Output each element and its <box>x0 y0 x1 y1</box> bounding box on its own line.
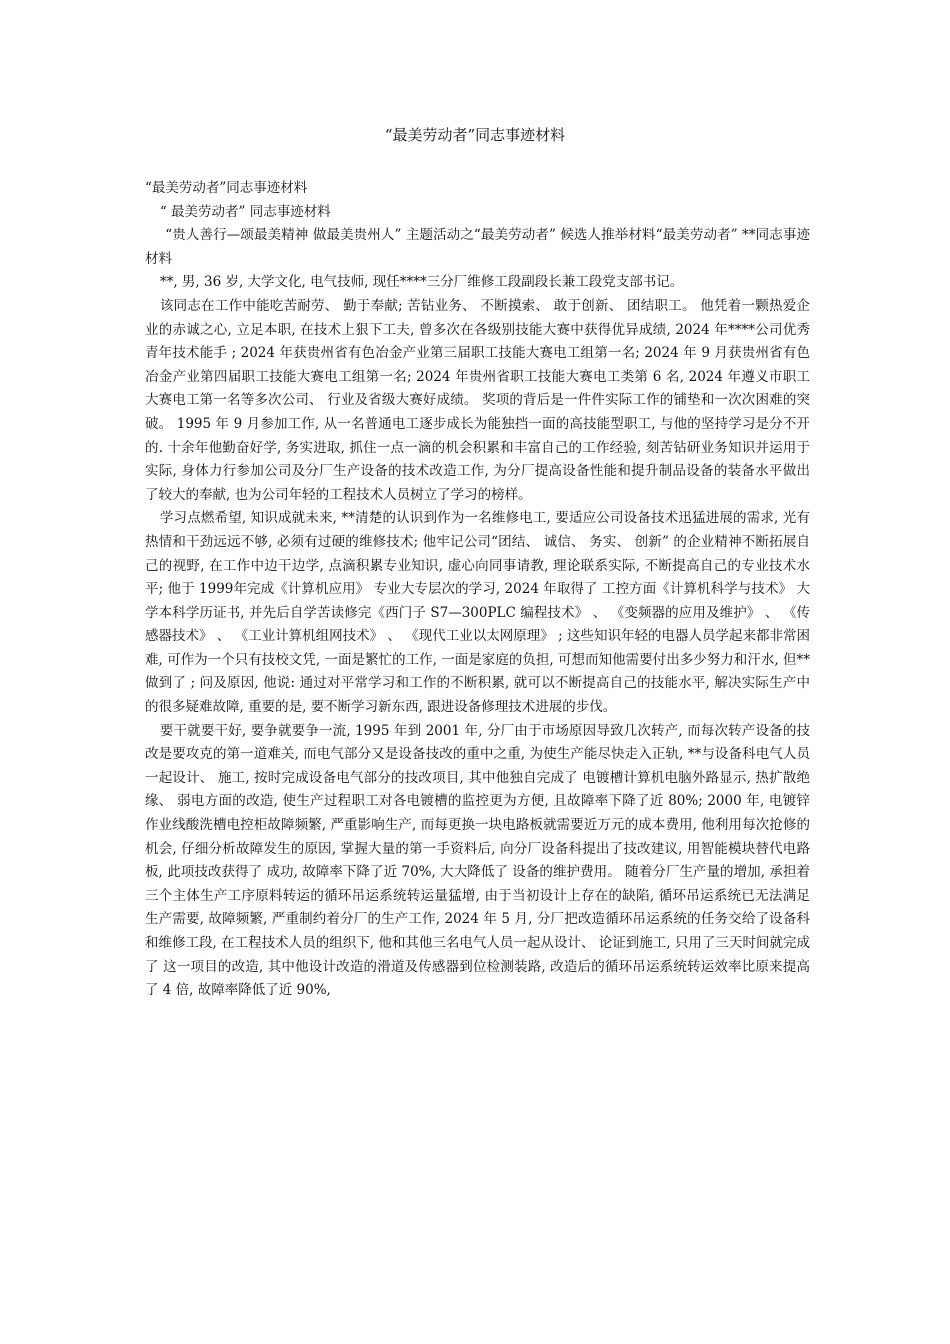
body-paragraph-subheading: “ 最美劳动者” 同志事迹材料 <box>159 203 331 220</box>
body-paragraph-profile: **, 男, 36 岁, 大学文化, 电气技师, 现任****三分厂维修工段副段长兼工段党支部书记。 <box>159 274 684 291</box>
page-title: “最美劳动者”同志事迹材料 <box>384 126 566 144</box>
body-paragraph-heading: “最美劳动者”同志事迹材料 <box>145 180 308 196</box>
document-body <box>145 177 810 1003</box>
body-paragraph-theme: “贵人善行—颂最美精神 做最美贵州人” 主题活动之“最美劳动者” 候选人推举材料“最美劳动者” **同志事迹材料 <box>145 227 810 267</box>
body-paragraph-technical-work: 要干就要干好, 要争就要争一流, 1995 年到 2001 年, 分厂由于市场原因导致几次转产, 而每次转产设备的技改是要攻克的第一道难关, 而电气部分又是设备技改的重中之重, 为使生产能尽快走入正轨, **与设备科电气人员一起设计、 施工, 按时完成设备电气部分的技改项目, 其中他独自完成了 电镀槽计算机电脑外路显示, 热扩散绝缘、 弱电方面的改造, 使生产过程职工对各电镀槽的监控更为方便, 且故障率下降了近 80%; 2000 年, 电镀锌作业线酸洗槽电控柜故障频繁, 严重影响生产, 而每更换一块电路板就需要近万元的成本费用, 他利用每次抢修的机会, 仔细分析故障发生的原因, 掌握大量的第一手资料后, 向分厂设备科提出了技改建议, 用智能模块替代电路板, 此项技改获得了 成功, 故障率下降了近 70%, 大大降低了 设备的维护费用。 随着分厂生产量的增加, 承担着三个主体生产工序原料转运的循环吊运系统转运量猛增, 由于当初设计上存在的缺陷, 循环吊运系统已无法满足生产需要, 故障频繁, 严重制约着分厂的生产工作, 2024 年 5 月, 分厂把改造循环吊运系统的任务交给了设备科和维修工段, 在工程技术人员的组织下, 他和其他三名电气人员一起从设计、 论证到施工, 只用了三天时间就完成了 这一项目的改造, 其中他设计改造的滑道及传感器到位检测装路, 改造后的循环吊运系统转运效率比原来提高了 4 倍, 故障率降低了近 90%, <box>145 722 810 999</box>
body-paragraph-achievements: 该同志在工作中能吃苦耐劳、 勤于奉献; 苦钻业务、 不断摸索、 敢于创新、 团结职工。 他凭着一颗热爱企业的赤诚之心, 立足本职, 在技术上狠下工夫, 曾多次在各级别技能大赛中获得优异成绩, 2024 年****公司优秀青年技术能手 ; 2024 年获贵州省有色冶金产业第三届职工技能大赛电工组第一名; 2024 年 9 月获贵州省有色冶金产业第四届职工技能大赛电工组第一名; 2024 年贵州省职工技能大赛电工类第 6 名, 2024 年遵义市职工大赛电工第一名等多次公司、 行业及省级大赛好成绩。 奖项的背后是一件件实际工作的铺垫和一次次困难的突破。 1995 年 9 月参加工作, 从一名普通电工逐步成长为能独挡一面的高技能型职工, 与他的坚持学习是分不开的. 十余年他勤奋好学, 务实进取, 抓住一点一滴的机会积累和丰富自己的工作经验, 刻苦钻研业务知识并运用于实际, 身体力行参加公司及分厂生产设备的技术改造工作, 为分厂提高设备性能和提升制品设备的装备水平做出了较大的奉献, 也为公司年轻的工程技术人员树立了学习的榜样。 <box>145 297 810 503</box>
body-paragraph-learning: 学习点燃希望, 知识成就未来, **清楚的认识到作为一名维修电工, 要适应公司设备技术迅猛进展的需求, 光有热情和干劲远远不够, 必须有过硬的维修技术; 他牢记公司“团结、 诚信、 务实、 创新” 的企业精神不断拓展自己的视野, 在工作中边干边学, 点滴积累专业知识, 虚心向同事请教, 理论联系实际, 不断提高自己的专业技术水平; 他于 1999年完成《计算机应用》 专业大专层次的学习, 2024 年取得了 工控方面《计算机科学与技术》 大学本科学历证书, 并先后自学苦读修完《西门子 S7—300PLC 编程技术》 、 《变频器的应用及维护》 、 《传感器技术》 、 《工业计算机组网技术》 、 《现代工业以太网原理》 ; 这些知识年轻的电器人员学起来都非常困难, 可作为一个只有技校文凭, 一面是繁忙的工作, 一面是家庭的负担, 可想而知他需要付出多少努力和汗水, 但**做到了 ; 问及原因, 他说: 通过对平常学习和工作的不断积累, 就可以不断提高自己的技能水平, 解决实际生产中的很多疑难故障, 重要的是, 要不断学习新东西, 跟进设备修理技术进展的步伐。 <box>145 510 810 716</box>
